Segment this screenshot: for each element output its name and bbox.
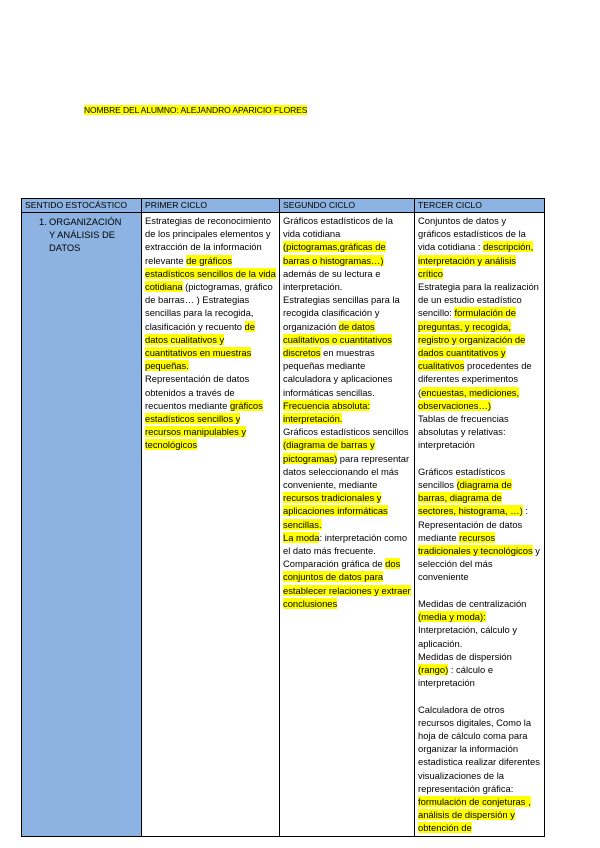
highlighted-text: recursos tradicionales y aplicaciones informáticas sencillas. [283,492,388,530]
table-header-row [22,199,545,213]
cell-text: Calculadora de otros recursos digitales, Como la hoja de cálculo coma para organizar la información estadística realizar diferentes visualizaciones de la representación gráfica: [418,703,540,794]
cell-text: Gráficos estadísticos sencillos [418,465,506,491]
cell-text [418,690,421,701]
curriculum-table [21,198,545,837]
header-segundo-ciclo: SEGUNDO CICLO [280,199,415,213]
axis-cell [22,213,142,837]
cell-text: Interpretación, cálculo y aplicación. [418,624,518,649]
header-tercer-ciclo: TERCER CICLO [415,199,545,213]
axis-number: 1. [39,216,47,227]
cell-paragraph [418,650,541,690]
cell-text: : cálculo e interpretación [418,663,494,689]
cell-paragraph [418,280,541,412]
cell-paragraph [418,452,541,465]
highlighted-text: formulación de conjeturas , análisis de dispersión y obtención de [418,795,531,834]
cell-text: Medidas de centralización [418,597,527,609]
cell-text: Medidas de dispersión [418,650,512,662]
cell-paragraph [283,214,411,293]
header-primer-ciclo: PRIMER CICLO [142,199,280,213]
highlighted-text: (pictogramas,gráficas de barras o histogramas…) [283,241,386,266]
table-row [22,213,545,837]
cell-text: : interpretación como el dato más frecuente. [283,531,408,557]
cell-text: para representar datos seleccionando el más conveniente, mediante [283,452,410,491]
cell-text: Conjuntos de datos y gráficos estadísticos de la vida cotidiana : [418,215,526,253]
cell-text [418,453,421,464]
cell-text: (pictogramas, gráfico de barras… ) Estrategias sencillas para la recogida, clasificación y recuento [145,281,273,332]
highlighted-text: formulación de preguntas, y recogida, registro y organización de dados cuantitativos y cualitativos [418,307,526,372]
header-sentido: SENTIDO ESTOCÁSTICO [22,199,142,213]
tercer-ciclo-cell [415,213,545,837]
cell-text: : Representación de datos mediante [418,505,528,543]
highlighted-text: recursos tradicionales y tecnológicos [418,531,533,557]
cell-text: y selección del más conveniente [418,545,540,583]
cell-paragraph [145,214,276,372]
highlighted-text: de datos cualitativos y cuantitativos en muestras pequeñas. [145,320,255,372]
cell-paragraph [283,531,411,557]
cell-text: Tablas de frecuencias absolutas y relativas: interpretación [418,413,509,451]
highlighted-text: (rango) [418,663,449,675]
highlighted-text: Frecuencia absoluta: interpretación. [283,399,371,425]
highlighted-text: (diagrama de barras, diagrama de sectores, histograma, …) [418,479,523,517]
cell-text [418,585,421,596]
cell-text: Estrategia para la realización de un estudio estadístico sencillo: [418,281,539,319]
cell-paragraph [418,214,541,280]
highlighted-text: (media y moda): [418,611,486,623]
highlighted-text: (diagrama de barras y pictogramas) [283,439,375,464]
cell-paragraph [283,293,411,399]
segundo-ciclo-cell [280,213,415,837]
highlighted-text: gráficos estadísticos sencillos y recursos manipulables y tecnológicos [145,399,263,451]
cell-text: Estrategias sencillas para la recogida clasificación y organización [283,294,400,332]
cell-text: Estrategias de reconocimiento de los principales elementos y extracción de la información relevante [145,215,272,266]
cell-paragraph [418,689,541,702]
axis-title: ORGANIZACIÓN Y ANÁLISIS DE DATOS [49,216,122,253]
cell-paragraph [418,584,541,597]
cell-paragraph [283,557,411,610]
student-name [84,105,307,115]
cell-text: en muestras pequeñas mediante calculadora y aplicaciones informáticas sencillas. [283,347,393,398]
highlighted-text: de datos cualitativos o cuantitativos discretos [283,320,392,359]
cell-paragraph [418,703,541,835]
cell-text: procedentes de diferentes experimentos ( [418,360,532,398]
cell-paragraph [283,399,411,425]
cell-text: Gráficos estadísticos de la vida cotidiana [283,215,393,240]
cell-paragraph [418,465,541,584]
cell-text: Representación de datos obtenidos a través de recuentos mediante [145,373,250,411]
cell-text: Comparación gráfica de [283,558,386,570]
cell-text: Gráficos estadísticos sencillos [283,426,409,438]
highlighted-text: de gráficos estadísticos sencillos de la vida cotidiana [145,254,276,293]
highlighted-text: encuestas, mediciones, observaciones…) [418,386,520,411]
highlighted-text: dos conjuntos de datos para establecer relaciones y extraer conclusiones [283,558,411,609]
cell-paragraph [283,425,411,531]
primer-ciclo-cell [142,213,280,837]
cell-text: además de su lectura e interpretación. [283,267,381,293]
highlighted-text: La moda [283,531,320,543]
cell-paragraph [418,597,541,650]
cell-paragraph [418,412,541,452]
cell-paragraph [145,372,276,451]
student-name-text: NOMBRE DEL ALUMNO: ALEJANDRO APARICIO FLORES [84,105,308,115]
highlighted-text: descripción, interpretación y análisis crítico [418,241,534,279]
